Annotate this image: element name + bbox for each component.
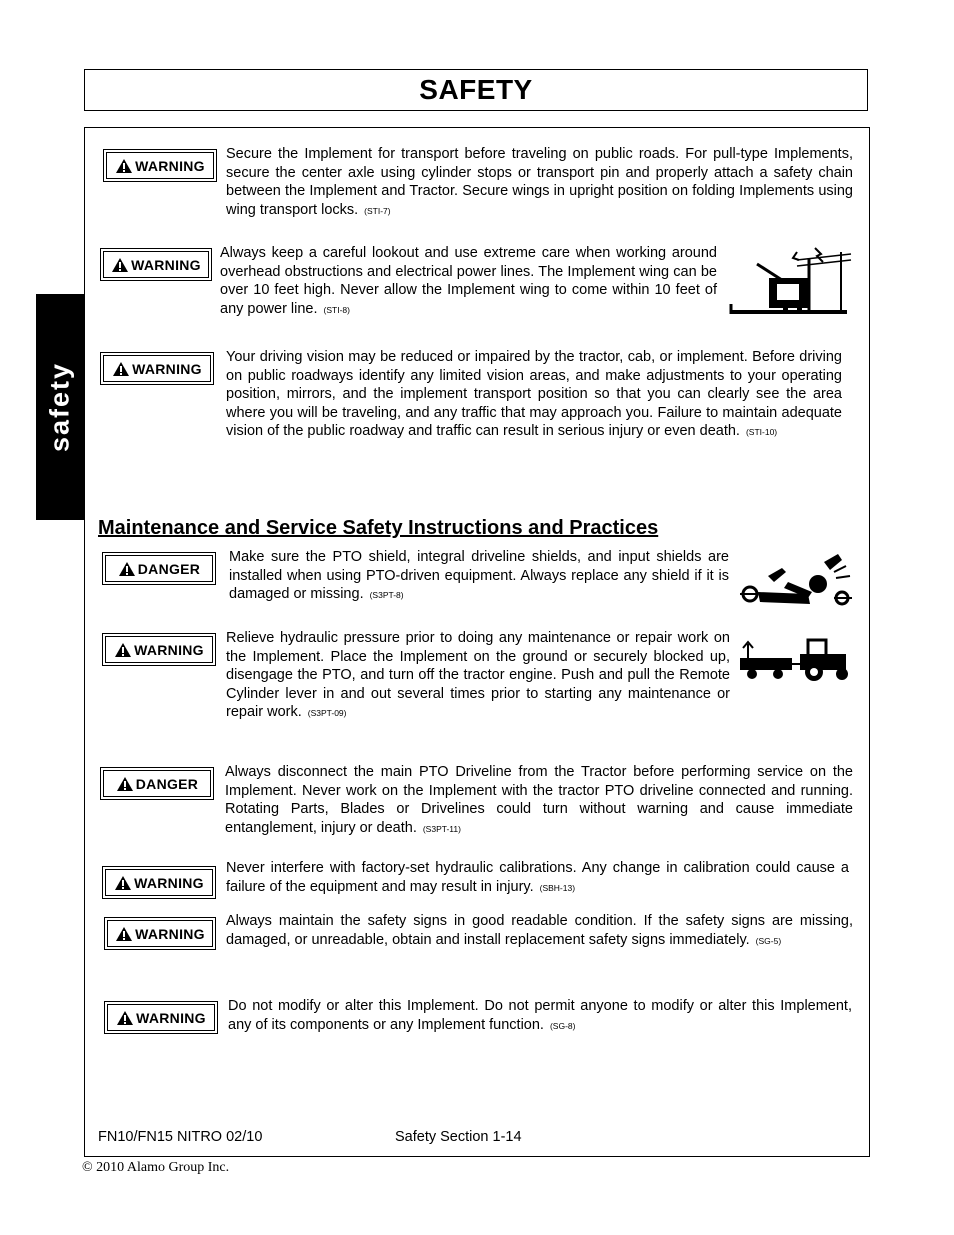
alert-triangle-icon (114, 875, 132, 891)
entanglement-hazard-icon (738, 552, 854, 616)
message-code: (S3PT-8) (369, 590, 404, 601)
warning-badge (100, 248, 212, 281)
message-text (226, 859, 849, 897)
warning-badge (104, 917, 216, 950)
message-code: (STI-7) (364, 205, 391, 216)
message-text (226, 912, 853, 950)
message-code: (STI-8) (323, 304, 350, 315)
message-body: Never interfere with factory-set hydraulic calibrations. Any change in calibration could cause a failure of the equipment and may result in injury. (226, 860, 849, 895)
message-text (226, 629, 730, 723)
message-body: Always keep a careful lookout and use extreme care when working around overhead obstructions and electrical power lines. The Implement wing can be over 10 feet high. Never allow the Implement wing to come within 10 feet of any power line. (220, 245, 717, 317)
message-text (228, 997, 852, 1035)
message-body: Secure the Implement for transport before traveling on public roads. For pull-type Implements, secure the center axle using cylinder stops or transport pin and properly attach a safety chain between the Implement and Tractor. Secure wings in upright position on folding Implements using wing transport locks. (226, 146, 853, 218)
message-code: (S3PT-09) (307, 708, 347, 719)
alert-triangle-icon (118, 561, 136, 577)
power-line-hazard-icon (727, 244, 853, 316)
signal-word: WARNING (135, 157, 205, 174)
message-text (220, 244, 717, 319)
message-body: Your driving vision may be reduced or impaired by the tractor, cab, or implement. Before driving on public roadways identify any limited vision areas, and make adjustments to your operating position, mirrors, and the implement transport position so that you can clearly see the area where you will be traveling, and any traffic that may approach you. Failure to maintain adequate vision of the public roadway and traffic can result in serious injury or even death. (226, 349, 842, 440)
section-heading: Maintenance and Service Safety Instructions and Practices (98, 517, 659, 539)
signal-word: WARNING (131, 256, 201, 273)
message-text (226, 145, 853, 220)
message-body: Always maintain the safety signs in good readable condition. If the safety signs are missing, damaged, or unreadable, obtain and install replacement safety signs immediately. (226, 913, 853, 948)
signal-word: WARNING (135, 925, 205, 942)
alert-triangle-icon (111, 257, 129, 273)
message-text (226, 348, 842, 442)
danger-badge (102, 552, 216, 585)
message-body: Do not modify or alter this Implement. Do not permit anyone to modify or alter this Implement, any of its components or any Implement function. (228, 998, 852, 1033)
message-code: (SBH-13) (539, 882, 576, 893)
warning-badge (102, 866, 216, 899)
danger-badge (100, 767, 214, 800)
message-code: (STI-10) (745, 427, 778, 438)
copyright: © 2010 Alamo Group Inc. (82, 1160, 230, 1175)
signal-word: DANGER (135, 775, 199, 792)
signal-word: WARNING (134, 641, 204, 658)
message-code: (SG-8) (549, 1020, 576, 1031)
alert-triangle-icon (116, 1010, 134, 1026)
message-body: Always disconnect the main PTO Driveline from the Tractor before performing service on the Implement. Never work on the Implement with the tractor PTO driveline connected and running. Rotating Parts, Blades or Drivelines could turn without warning and cause immediate entanglement, injury or death. (225, 764, 853, 836)
signal-word: WARNING (136, 1009, 206, 1026)
message-text (225, 763, 853, 838)
alert-triangle-icon (114, 642, 132, 658)
signal-word: DANGER (137, 560, 201, 577)
signal-word: WARNING (132, 360, 202, 377)
message-code: (S3PT-11) (422, 823, 461, 834)
page-header (84, 69, 868, 111)
warning-badge (104, 1001, 218, 1034)
message-body: Make sure the PTO shield, integral driveline shields, and input shields are installed when using PTO-driven equipment. Always replace any shield if it is damaged or missing. (229, 549, 729, 603)
alert-triangle-icon (112, 361, 130, 377)
message-body: Relieve hydraulic pressure prior to doing any maintenance or repair work on the Implement. Place the Implement on the ground or securely blocked up, disengage the PTO, and turn off the tractor engine. Push and pull the Remote Cylinder lever in and out several times prior to starting any maintenance or repair work. (226, 630, 730, 721)
side-tab-label: safety (44, 361, 75, 453)
footer-model: FN10/FN15 NITRO 02/10 (98, 1129, 263, 1145)
warning-badge (102, 633, 216, 666)
signal-word: WARNING (134, 874, 204, 891)
alert-triangle-icon (115, 926, 133, 942)
warning-badge (103, 149, 217, 182)
page-title: SAFETY (419, 74, 533, 105)
message-text (229, 548, 729, 605)
alert-triangle-icon (116, 776, 134, 792)
tractor-implement-icon (738, 636, 852, 682)
side-tab (36, 294, 84, 520)
alert-triangle-icon (115, 158, 133, 174)
footer-section: Safety Section 1-14 (395, 1129, 522, 1145)
warning-badge (100, 352, 214, 385)
message-code: (SG-5) (755, 935, 782, 946)
